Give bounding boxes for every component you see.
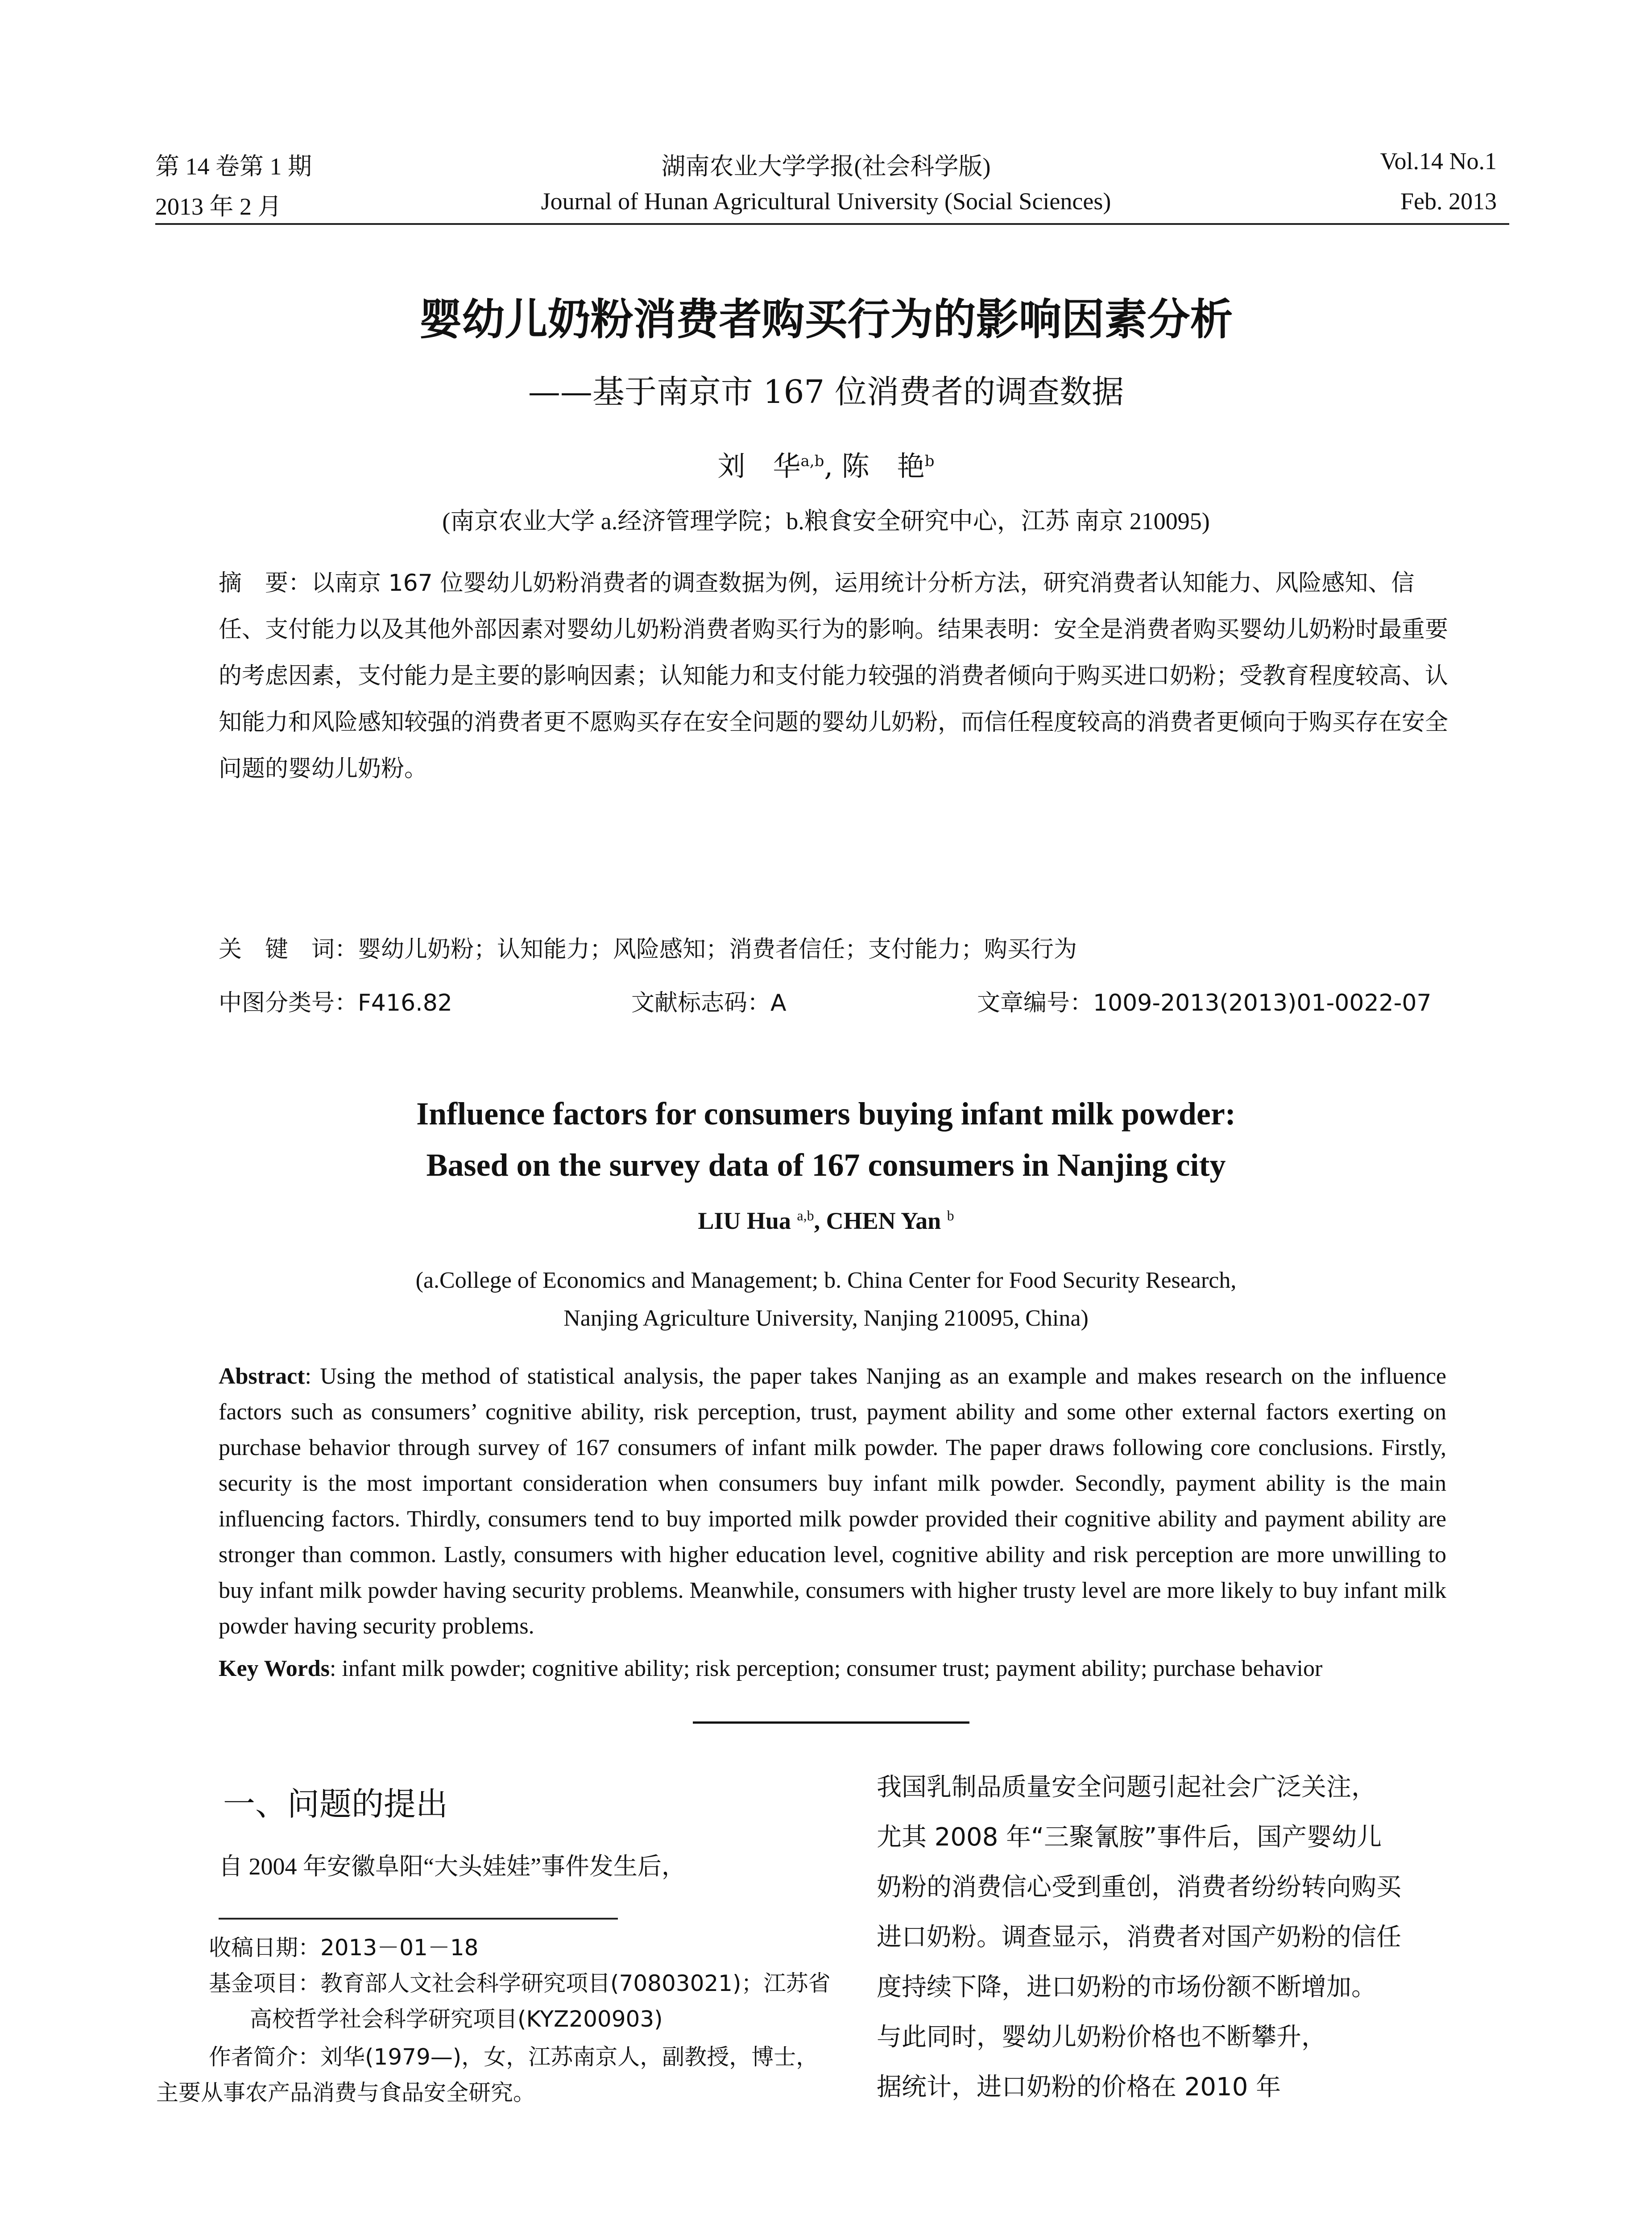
abstract-en-label: Abstract <box>219 1364 305 1389</box>
section-separator <box>693 1721 969 1724</box>
paper-title-en-line1: Influence factors for consumers buying infant milk powder: <box>416 1096 1236 1132</box>
author-1-affil-cn: a,b <box>800 452 824 470</box>
keywords-en <box>219 1655 1450 1682</box>
header-rule <box>155 223 1509 225</box>
volume-issue-cn: 第 14 卷第 1 期 <box>155 153 312 180</box>
article-number: 文章编号：1009-2013(2013)01-0022-07 <box>977 990 1432 1016</box>
author-2-affil-en: b <box>947 1207 954 1223</box>
date-cn: 2013 年 2 月 <box>155 193 282 220</box>
paper-title-cn: 婴幼儿奶粉消费者购买行为的影响因素分析 <box>419 294 1233 344</box>
right-column-text <box>877 1762 1501 2112</box>
footnote-fund-line2: 高校哲学社会科学研究项目(KYZ200903) <box>250 2006 663 2032</box>
footnote-received-date: 收稿日期：2013－01－18 <box>209 1935 479 1961</box>
journal-name-cn: 湖南农业大学学报(社会科学版) <box>661 153 991 180</box>
body-line: 度持续下降，进口奶粉的市场份额不断增加。 <box>877 1973 1376 2002</box>
abstract-cn-text: 以南京 167 位婴幼儿奶粉消费者的调查数据为例，运用统计分析方法，研究消费者认知能力、风险感知、信任、支付能力以及其他外部因素对婴幼儿奶粉消费者购买行为的影响。结果表明：安全是消费者购买婴幼儿奶粉时最重要的考虑因素，支付能力是主要的影响因素；认知能力和支付能力较强的消费者倾向于购买进口奶粉；受教育程度较高、认知能力和风险感知较强的消费者更不愿购买存在安全问题的婴幼儿奶粉，而信任程度较高的消费者更倾向于购买存在安全问题的婴幼儿奶粉。 <box>219 570 1449 782</box>
keywords-cn-text: 婴幼儿奶粉；认知能力；风险感知；消费者信任；支付能力；购买行为 <box>358 936 1077 963</box>
date-en: Feb. 2013 <box>1400 188 1497 215</box>
keywords-cn-label: 关 键 词： <box>219 936 358 963</box>
author-separator: , <box>824 450 842 482</box>
footnote-author-line2: 主要从事农产品消费与食品安全研究。 <box>156 2080 535 2106</box>
affiliation-en-line1: (a.College of Economics and Management; b. China Center for Food Security Research, <box>415 1268 1237 1293</box>
body-line: 尤其 2008 年“三聚氰胺”事件后，国产婴幼儿 <box>877 1823 1382 1852</box>
abstract-en-text: : Using the method of statistical analysis, the paper takes Nanjing as an example and makes research on the influence factors such as consumers’ cognitive ability, risk perception, trust, payment ability and some other external factors exerting on purchase behavior through survey of 167 consumers of infant milk powder. The paper draws following core conclusions. Firstly, security is the most important consideration when consumers buy infant milk powder. Secondly, payment ability is the main influencing factors. Thirdly, consumers tend to buy imported milk powder provided their cognitive ability and payment ability are stronger than common. Lastly, consumers with higher education level, cognitive ability and risk perception are more unwilling to buy infant milk powder having security problems. Meanwhile, consumers with higher trusty level are more likely to buy infant milk powder having security problems. <box>219 1364 1446 1639</box>
body-line: 奶粉的消费信心受到重创，消费者纷纷转向购买 <box>877 1873 1401 1902</box>
author-1-cn: 刘 华 <box>717 450 801 482</box>
body-line: 与此同时，婴幼儿奶粉价格也不断攀升， <box>877 2023 1326 2052</box>
author-1-en: LIU Hua <box>698 1207 797 1234</box>
author-separator-en: , <box>814 1207 826 1234</box>
body-line: 我国乳制品质量安全问题引起社会广泛关注， <box>877 1773 1376 1802</box>
paper-subtitle-cn: ——基于南京市 167 位消费者的调查数据 <box>528 373 1124 411</box>
body-line: 进口奶粉。调查显示，消费者对国产奶粉的信任 <box>877 1923 1401 1952</box>
section-1-first-line: 自 2004 年安徽阜阳“大头娃娃”事件发生后， <box>219 1853 686 1880</box>
author-2-cn: 陈 艳 <box>841 450 925 482</box>
abstract-en <box>219 1359 1446 1644</box>
paper-title-en-line2: Based on the survey data of 167 consumers in Nanjing city <box>426 1147 1226 1183</box>
journal-name-en: Journal of Hunan Agricultural University (Social Sciences) <box>541 188 1111 215</box>
authors-cn <box>0 444 1652 484</box>
abstract-cn <box>219 560 1450 792</box>
clc-number: 中图分类号：F416.82 <box>219 990 452 1016</box>
keywords-cn <box>219 930 1450 964</box>
keywords-en-text: : infant milk powder; cognitive ability; risk perception; consumer trust; payment ability; purchase behavior <box>329 1656 1323 1681</box>
abstract-cn-label: 摘 要： <box>219 570 312 597</box>
section-1-heading: 一、问题的提出 <box>223 1785 448 1823</box>
authors-en <box>0 1207 1652 1235</box>
footnote-author-line1: 作者简介：刘华(1979—)，女，江苏南京人，副教授，博士， <box>209 2044 819 2070</box>
author-1-affil-en: a,b <box>797 1207 814 1223</box>
footnote-fund-line1: 基金项目：教育部人文社会科学研究项目(70803021)；江苏省 <box>209 1970 831 1996</box>
author-2-affil-cn: b <box>924 452 935 470</box>
keywords-en-label: Key Words <box>219 1656 330 1681</box>
author-2-en: CHEN Yan <box>826 1207 947 1234</box>
affiliation-en-line2: Nanjing Agriculture University, Nanjing 210095, China) <box>563 1306 1089 1331</box>
document-code: 文献标志码：A <box>631 990 787 1016</box>
affiliation-cn: (南京农业大学 a.经济管理学院；b.粮食安全研究中心，江苏 南京 210095) <box>442 508 1210 535</box>
volume-issue-en: Vol.14 No.1 <box>1380 148 1497 174</box>
footnote-rule <box>219 1918 618 1920</box>
body-line: 据统计，进口奶粉的价格在 2010 年 <box>877 2073 1281 2102</box>
